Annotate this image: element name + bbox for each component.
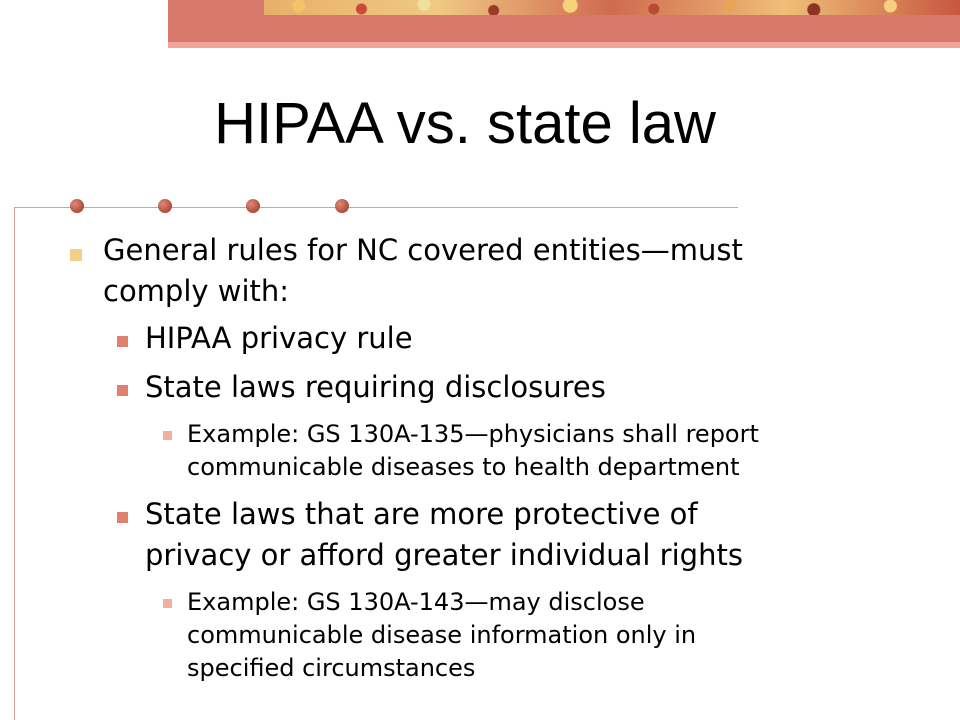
bullet-state-disclosures: State laws requiring disclosures <box>145 370 606 404</box>
bullet-level2-icon <box>117 336 128 347</box>
bullet-example-130a-135: Example: GS 130A-135—physicians shall report communicable diseases to health department <box>187 420 759 481</box>
bullet-level3-icon <box>163 599 172 608</box>
bullet-level2-icon <box>117 512 128 523</box>
bullet-more-protective: State laws that are more protective of privacy or afford greater individual rights <box>145 497 743 572</box>
slide-title: HIPAA vs. state law <box>214 91 716 156</box>
bullet-example-130a-143: Example: GS 130A-143—may disclose communicable disease information only in specified circumstances <box>187 588 697 682</box>
bullet-level2-icon <box>117 385 128 396</box>
bullet-level3-icon <box>163 431 172 440</box>
bullet-hipaa-privacy-rule: HIPAA privacy rule <box>145 321 413 355</box>
bullet-level1-icon <box>70 249 82 261</box>
bullet-general-rules: General rules for NC covered entities—must comply with: <box>103 233 743 308</box>
